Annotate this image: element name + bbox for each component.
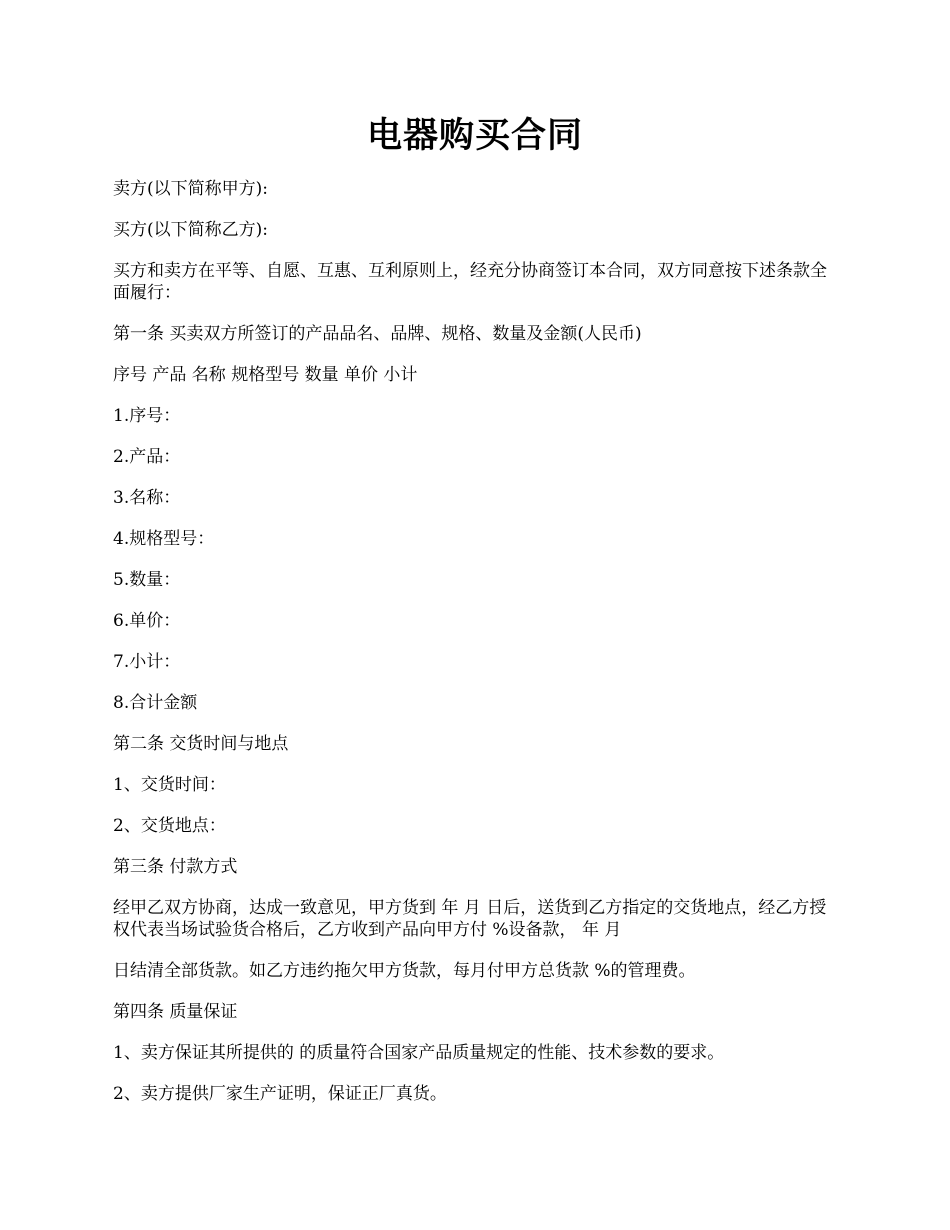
list-item: 6.单价： bbox=[113, 611, 181, 631]
product-table-header: 序号 产品 名称 规格型号 数量 单价 小计 bbox=[113, 365, 418, 385]
article-3-heading: 第三条 付款方式 bbox=[113, 857, 238, 877]
payment-settlement-paragraph: 日结清全部货款。如乙方违约拖欠甲方货款，每月付甲方总货款 %的管理费。 bbox=[113, 961, 696, 981]
list-item: 2、交货地点： bbox=[113, 816, 226, 836]
document-title: 电器购买合同 bbox=[366, 115, 583, 156]
list-item: 1、卖方保证其所提供的 的质量符合国家产品质量规定的性能、技术参数的要求。 bbox=[113, 1043, 725, 1063]
seller-line: 卖方(以下简称甲方): bbox=[113, 179, 268, 199]
document-body bbox=[113, 178, 838, 1124]
list-item: 2.产品： bbox=[113, 447, 181, 467]
article-1-heading: 第一条 买卖双方所签订的产品品名、品牌、规格、数量及金额(人民币) bbox=[113, 324, 642, 344]
article-4-heading: 第四条 质量保证 bbox=[113, 1002, 238, 1022]
list-item: 8.合计金额 bbox=[113, 693, 198, 713]
list-item: 4.规格型号： bbox=[113, 529, 215, 549]
buyer-line: 买方(以下简称乙方): bbox=[113, 220, 268, 240]
list-item: 3.名称： bbox=[113, 488, 181, 508]
preamble-paragraph: 买方和卖方在平等、自愿、互惠、互利原则上，经充分协商签订本合同，双方同意按下述条款全面履行： bbox=[113, 261, 827, 303]
list-item: 1.序号： bbox=[113, 406, 181, 426]
article-2-heading: 第二条 交货时间与地点 bbox=[113, 734, 289, 754]
list-item: 2、卖方提供厂家生产证明，保证正厂真货。 bbox=[113, 1084, 447, 1104]
payment-terms-paragraph: 经甲乙双方协商，达成一致意见，甲方货到 年 月 日后，送货到乙方指定的交货地点，经乙方授权代表当场试验货合格后，乙方收到产品向甲方付 %设备款， 年 月 bbox=[113, 898, 827, 940]
list-item: 1、交货时间： bbox=[113, 775, 226, 795]
list-item: 5.数量： bbox=[113, 570, 181, 590]
list-item: 7.小计： bbox=[113, 652, 181, 672]
